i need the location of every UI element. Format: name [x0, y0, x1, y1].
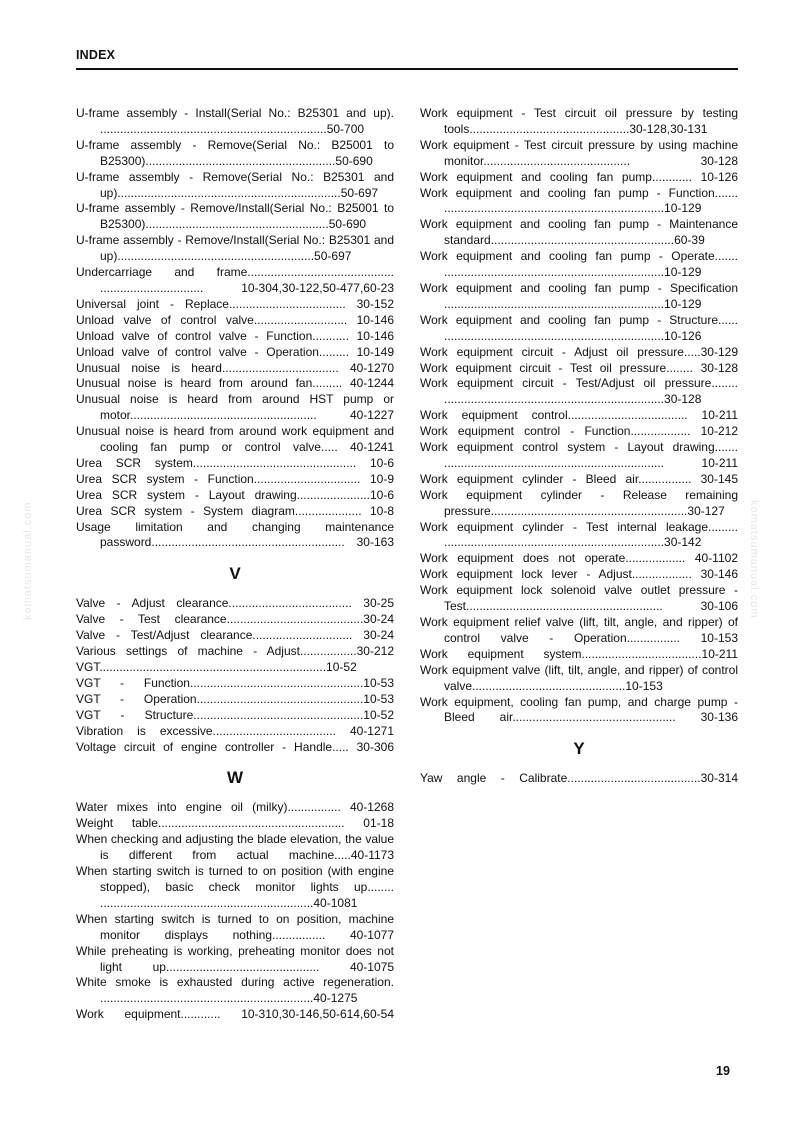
- index-entry: Work equipment cylinder - Test internal leakage......... ..................................................................30-142: [420, 519, 738, 550]
- index-entry: VGT - Structure...................................................10-52: [76, 707, 394, 722]
- index-entry: Usage limitation and changing maintenance password.......................................................... 30-163: [76, 519, 394, 550]
- section-letter: V: [229, 564, 241, 584]
- index-entry: Urea SCR system................................................. 10-6: [76, 455, 394, 470]
- index-entry: Work equipment and cooling fan pump - Maintenance standard.......................................................60-39: [420, 217, 738, 248]
- index-entry: Work equipment lock lever - Adjust.................. 30-146: [420, 567, 738, 582]
- index-entry: Work equipment control system - Layout drawing....... .................................................................. 10-211: [420, 440, 738, 470]
- index-entry: Work equipment relief valve (lift, tilt, angle, and ripper) of control valve - Operation................ 10-153: [420, 615, 738, 645]
- index-entry: Unusual noise is heard from around fan......... 40-1244: [76, 376, 394, 391]
- index-entry: Undercarriage and frame............................................ ............................... 10-304,30-122,50-477,60-23: [76, 265, 394, 295]
- index-entry: Water mixes into engine oil (milky)................ 40-1268: [76, 800, 394, 815]
- index-entry: Unusual noise is heard................................... 40-1270: [76, 360, 394, 375]
- index-entry: VGT - Function....................................................10-53: [76, 675, 394, 690]
- index-entry: Work equipment control.................................... 10-211: [420, 408, 738, 423]
- index-entry: Unusual noise is heard from around HST pump or motor........................................................ 40-1227: [76, 392, 394, 423]
- index-entry: Work equipment and cooling fan pump - Structure...... ..................................................................10-126: [420, 312, 738, 343]
- index-entry: Valve - Test clearance.........................................30-24: [76, 612, 394, 627]
- index-entry: Urea SCR system - Layout drawing......................10-6: [76, 487, 394, 502]
- index-entry: Yaw angle - Calibrate........................................30-314: [420, 771, 738, 786]
- index-entry: U-frame assembly - Install(Serial No.: B25301 and up). ....................................................................50-700: [76, 106, 394, 136]
- index-entry: Work equipment............ 10-310,30-146,50-614,60-54: [76, 1007, 394, 1022]
- index-entry: U-frame assembly - Remove/Install(Serial No.: B25301 and up)...........................................................50-697: [76, 233, 394, 264]
- index-entry: Unload valve of control valve............................ 10-146: [76, 312, 394, 327]
- index-entry: Work equipment and cooling fan pump............ 10-126: [420, 169, 738, 184]
- header-rule: [76, 68, 738, 70]
- index-entry: Work equipment circuit - Test/Adjust oil pressure........ ..................................................................30-128: [420, 376, 738, 407]
- index-entry: Work equipment lock solenoid valve outlet pressure - Test........................................................... 30-106: [420, 583, 738, 614]
- index-entry: Universal joint - Replace................................... 30-152: [76, 296, 394, 311]
- page-header-title: INDEX: [76, 48, 116, 62]
- index-entry: Urea SCR system - System diagram.................... 10-8: [76, 503, 394, 518]
- index-entry: Work equipment - Test circuit pressure by using machine monitor............................................ 30-128: [420, 137, 738, 168]
- watermark-right: komatsumanual.com: [748, 500, 760, 619]
- index-entry: Work equipment cylinder - Bleed air................ 30-145: [420, 471, 738, 486]
- index-entry: Work equipment control - Function.................. 10-212: [420, 424, 738, 439]
- index-entry: Unload valve of control valve - Function........... 10-146: [76, 328, 394, 343]
- index-entry: Work equipment system....................................10-211: [420, 646, 738, 661]
- index-entry: Work equipment and cooling fan pump - Function....... ..................................................................10-129: [420, 185, 738, 216]
- index-entry: Work equipment and cooling fan pump - Operate....... ..................................................................10-129: [420, 249, 738, 280]
- index-entry: White smoke is exhausted during active regeneration. ................................................................40-1275: [76, 975, 394, 1006]
- index-entry: Work equipment does not operate.................. 40-1102: [420, 551, 738, 566]
- index-entry: Unload valve of control valve - Operation......... 10-149: [76, 344, 394, 359]
- index-entry: Various settings of machine - Adjust.................30-212: [76, 644, 394, 659]
- index-entry: Work equipment and cooling fan pump - Specification ..................................................................10-129: [420, 280, 738, 311]
- index-entry: U-frame assembly - Remove/Install(Serial No.: B25001 to B25300).......................................................50-690: [76, 201, 394, 232]
- index-entry: When checking and adjusting the blade elevation, the value is different from actual machine.....40-1173: [76, 832, 394, 863]
- index-entry: Urea SCR system - Function................................ 10-9: [76, 471, 394, 486]
- index-column-left: [76, 106, 394, 1023]
- index-entry: Work equipment, cooling fan pump, and charge pump - Bleed air................................................. 30-136: [420, 694, 738, 725]
- index-entry: Valve - Adjust clearance..................................... 30-25: [76, 596, 394, 611]
- index-entry: Work equipment - Test circuit oil pressure by testing tools................................................30-128,30-131: [420, 106, 738, 136]
- section-letter: Y: [573, 739, 585, 759]
- index-column-right: [420, 106, 738, 787]
- page-number: 19: [716, 1064, 730, 1078]
- index-entry: Weight table........................................................ 01-18: [76, 816, 394, 831]
- index-entry: Work equipment circuit - Test oil pressure........ 30-128: [420, 360, 738, 375]
- watermark-left: komatsumanual.com: [22, 501, 34, 620]
- index-entry: While preheating is working, preheating monitor does not light up.............................................. 40-1075: [76, 943, 394, 974]
- index-entry: U-frame assembly - Remove(Serial No.: B25301 and up)...................................................................50-697: [76, 169, 394, 200]
- index-entry: U-frame assembly - Remove(Serial No.: B25001 to B25300).........................................................50-690: [76, 137, 394, 168]
- section-letter: W: [226, 768, 244, 788]
- index-entry: Work equipment valve (lift, tilt, angle, and ripper) of control valve..............................................10-153: [420, 662, 738, 693]
- index-entry: Work equipment cylinder - Release remaining pressure...........................................................30-127: [420, 487, 738, 518]
- index-entry: VGT - Operation..................................................10-53: [76, 691, 394, 706]
- index-entry: Vibration is excessive..................................... 40-1271: [76, 723, 394, 738]
- index-entry: Voltage circuit of engine controller - Handle..... 30-306: [76, 739, 394, 754]
- index-entry: When starting switch is turned to on position (with engine stopped), basic check monitor lights up........ ................................................................40-1081: [76, 864, 394, 910]
- index-entry: Valve - Test/Adjust clearance.............................. 30-24: [76, 628, 394, 643]
- index-entry: Unusual noise is heard from around work equipment and cooling fan pump or control valve..... 40-1241: [76, 424, 394, 455]
- index-entry: Work equipment circuit - Adjust oil pressure.....30-129: [420, 344, 738, 359]
- index-entry: When starting switch is turned to on position, machine monitor displays nothing................ 40-1077: [76, 911, 394, 942]
- index-entry: VGT....................................................................10-52: [76, 660, 357, 674]
